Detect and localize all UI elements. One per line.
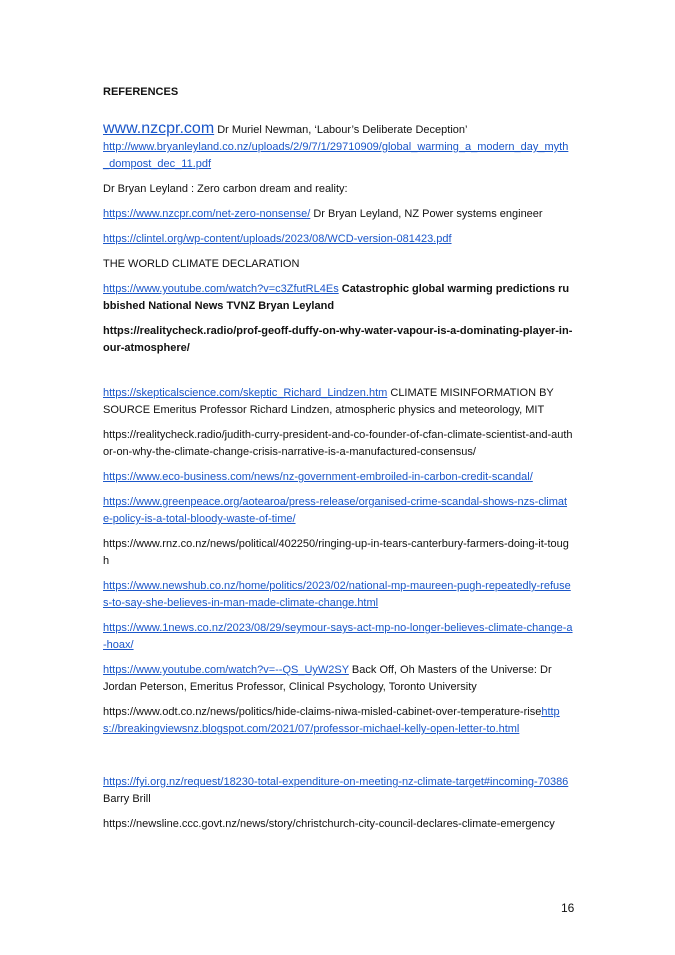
page-number: 16	[561, 901, 575, 915]
reference-5: THE WORLD CLIMATE DECLARATION	[103, 258, 300, 270]
reference-3	[103, 206, 573, 223]
reference-13	[103, 578, 573, 612]
reference-18: https://newsline.ccc.govt.nz/news/story/christchurch-city-council-declares-climate-emergency	[103, 818, 555, 830]
reference-8	[103, 385, 573, 419]
reference-14	[103, 620, 573, 654]
reference-12: https://www.rnz.co.nz/news/political/402250/ringing-up-in-tears-canterbury-farmers-doing-it-tough	[103, 538, 569, 567]
reference-15-text: Back Off, Oh Masters of the Universe: Dr Jordan Peterson, Emeritus Professor, Clinical Psychology, Toronto University	[103, 664, 552, 693]
reference-10	[103, 469, 573, 486]
reference-17-text: Barry Brill	[103, 793, 151, 805]
newshub-link[interactable]: https://www.newshub.co.nz/home/politics/2023/02/national-mp-maureen-pugh-repeatedly-refuses-to-say-she-believes-in-man-made-climate-change.html	[103, 580, 571, 609]
reference-6-text: Catastrophic global warming predictions rubbished National News TVNZ Bryan Leyland	[103, 283, 570, 312]
greenpeace-link[interactable]: https://www.greenpeace.org/aotearoa/press-release/organised-crime-scandal-shows-nzs-climate-policy-is-a-total-bloody-waste-of-time/	[103, 496, 568, 525]
odt-url-text: https://www.odt.co.nz/news/politics/hide-claims-niwa-misled-cabinet-over-temperature-rise	[103, 706, 542, 718]
1news-link[interactable]: https://www.1news.co.nz/2023/08/29/seymour-says-act-mp-no-longer-believes-climate-change-a-hoax/	[103, 622, 573, 651]
skepticalscience-link[interactable]: https://skepticalscience.com/skeptic_Richard_Lindzen.htm	[103, 387, 388, 399]
reference-17	[103, 774, 573, 808]
reference-1	[103, 120, 573, 173]
nzcpr-link[interactable]: www.nzcpr.com	[103, 120, 215, 137]
reference-11	[103, 494, 573, 528]
clintel-link[interactable]: https://clintel.org/wp-content/uploads/2023/08/WCD-version-081423.pdf	[103, 233, 452, 245]
reference-7: https://realitycheck.radio/prof-geoff-duffy-on-why-water-vapour-is-a-dominating-player-in-our-atmosphere/	[103, 325, 573, 354]
bryanleyland-pdf-link[interactable]: http://www.bryanleyland.co.nz/uploads/2/9/7/1/29710909/global_warming_a_modern_day_myth_dompost_dec_11.pdf	[103, 141, 569, 170]
net-zero-nonsense-link[interactable]: https://www.nzcpr.com/net-zero-nonsense/	[103, 208, 311, 220]
reference-9: https://realitycheck.radio/judith-curry-president-and-co-founder-of-cfan-climate-scientist-and-author-on-why-the-climate-change-crisis-narrative-is-a-manufactured-consensus/	[103, 429, 573, 458]
reference-6	[103, 281, 573, 315]
breakingviews-link[interactable]: https://breakingviewsnz.blogspot.com/2021/07/professor-michael-kelly-open-letter-to.html	[103, 706, 560, 735]
references-section	[103, 84, 573, 841]
youtube-leyland-link[interactable]: https://www.youtube.com/watch?v=c3ZfutRL4Es	[103, 283, 339, 295]
reference-16	[103, 704, 573, 738]
reference-1-text: Dr Muriel Newman, ‘Labour’s Deliberate Deception’	[214, 124, 468, 136]
references-heading: REFERENCES	[103, 86, 179, 98]
youtube-peterson-link[interactable]: https://www.youtube.com/watch?v=--QS_UyW2SY	[103, 664, 349, 676]
reference-4	[103, 231, 573, 248]
fyi-request-link[interactable]: https://fyi.org.nz/request/18230-total-expenditure-on-meeting-nz-climate-target#incoming-70386	[103, 776, 569, 788]
eco-business-link[interactable]: https://www.eco-business.com/news/nz-government-embroiled-in-carbon-credit-scandal/	[103, 471, 533, 483]
reference-15	[103, 662, 573, 696]
reference-3-text: Dr Bryan Leyland, NZ Power systems engineer	[310, 208, 543, 220]
reference-8-text: CLIMATE MISINFORMATION BY SOURCE Emeritus Professor Richard Lindzen, atmospheric physics and meteorology, MIT	[103, 387, 554, 416]
reference-2: Dr Bryan Leyland : Zero carbon dream and reality:	[103, 183, 348, 195]
